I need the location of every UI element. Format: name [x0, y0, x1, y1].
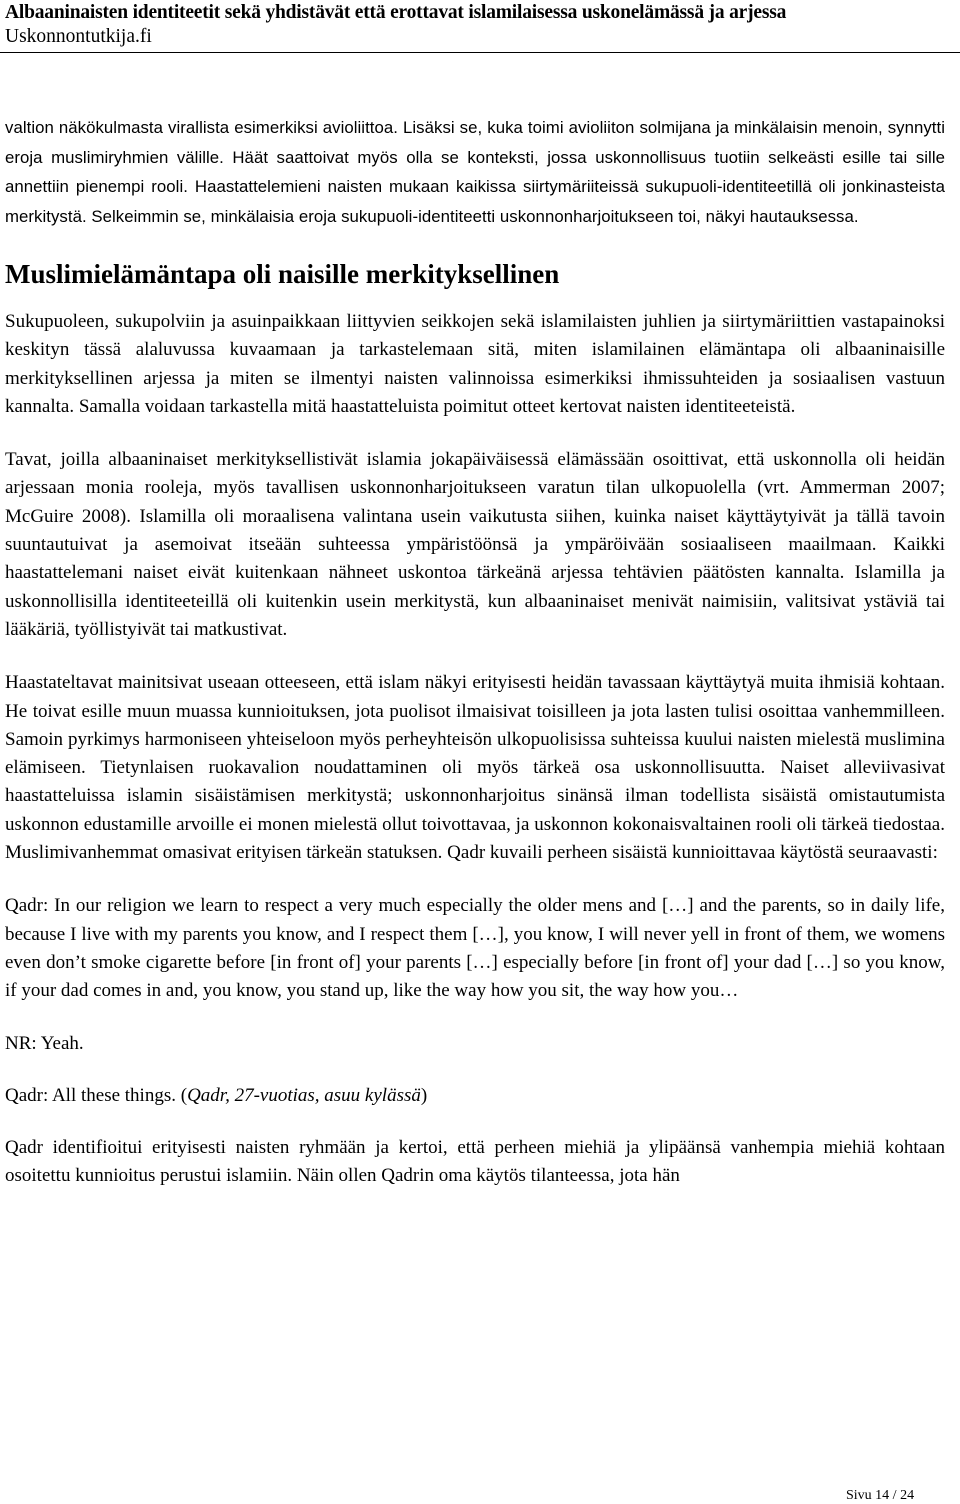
page-number: Sivu 14 / 24	[846, 1488, 915, 1503]
intro-paragraph: valtion näkökulmasta virallista esimerkiksi avioliittoa. Lisäksi se, kuka toimi avioliiton solmijana ja minkälaisin menoin, synnytti eroja muslimiryhmien välille. Häät saattoivat myös olla se konteksti, jossa uskonnollisuus tuotiin selkeästi esille tai sille annettiin pienempi rooli. Haastattelemieni naisten mukaan kaikissa siirtymäriiteissä sukupuoli-identiteetillä oli jonkinasteista merkitystä. Selkeimmin se, minkälaisia eroja sukupuoli-identiteetti uskonnonharjoitukseen toi, näkyi hautauksessa.	[5, 118, 945, 226]
site-name: Uskonnontutkija.fi	[5, 26, 152, 47]
paragraph-2: Tavat, joilla albaaninaiset merkityksellistivät islamia jokapäiväisessä elämässään osoittivat, että uskonnolla oli heidän arjessaan monia rooleja, myös tavallisen uskonnonharjoitukseen varatun tilan ulkopuolella (vrt. Ammerman 2007; McGuire 2008). Islamilla oli moraalisena valintana usein vaikutusta siihen, kuinka naiset käyttäytyivät ja tällä tavoin suuntautuivat ja asemoivat itseään suhteessa ympäristöönsä ja ympäröivään sosiaaliseen maailmaan. Kaikki haastattelemani naiset eivät kuitenkaan nähneet uskontoa tärkeänä arjessa tehtävien päätösten kannalta. Islamilla ja uskonnollisilla identiteeteillä oli kuitenkin usein merkitystä, kun albaaninaiset menivät naimisiin, valitsivat ystäviä tai lääkäriä, työllistyivät tai matkustivat.	[5, 449, 945, 640]
interview-quote-3	[5, 1082, 945, 1110]
interview-quote-2: NR: Yeah.	[5, 1032, 84, 1054]
paragraph-3: Haastateltavat mainitsivat useaan otteeseen, että islam näkyi erityisesti heidän tavassaan käyttäytyä muita ihmisiä kohtaan. He toivat esille muun muassa kunnioituksen, jota puolisot ilmaisivat toisilleen ja jota lasten tulisi osoittaa vanhemmilleen. Samoin pyrkimys harmoniseen yhteiseloon myös perheyhteisön ulkopuolisissa suhteissa kuului naisten mielestä muslimina elämiseen. Tietynlaisen ruokavalion noudattaminen oli myös tärkeä osa uskonnollisuutta. Naiset alleviivasivat haastatteluissa islamin sisäistämisen merkitystä; uskonnonharjoitus sinänsä ilman todellista sisäistä omistautumista uskonnon edustamille arvoille ei monen mielestä ollut toivottavaa, ja uskonnon kokonaisvaltainen rooli oli tärkeä tiedostaa. Muslimivanhemmat omasivat erityisen tärkeän statuksen. Qadr kuvaili perheen sisäistä kunnioittavaa käytöstä seuraavasti:	[5, 672, 945, 864]
quote-3-end: )	[420, 1084, 428, 1106]
document-title: Albaaninaisten identiteetit sekä yhdistävät että erottavat islamilaisessa uskonelämässä ja arjessa	[5, 2, 787, 23]
quote-3-text: Qadr: All these things. (	[5, 1084, 188, 1106]
section-heading: Muslimielämäntapa oli naisille merkityksellinen	[5, 259, 560, 289]
article-body	[5, 113, 945, 1191]
page-header	[5, 0, 955, 48]
paragraph-1: Sukupuoleen, sukupolviin ja asuinpaikkaan liittyvien seikkojen sekä islamilaisten juhlien ja siirtymäriittien vastapainoksi keskityn tässä alaluvussa kuvaamaan ja tarkastelemaan sitä, miten islamilainen elämäntapa oli albaaninaisille merkityksellinen arjessa ja miten se ilmentyi naisten valinnoissa esimerkiksi ihmissuhteiden ja sosiaalisen vastuun kannalta. Samalla voidaan tarkastella mitä haastatteluista poimitut otteet kertovat naisten identiteeteistä.	[5, 311, 945, 417]
interview-quote-1: Qadr: In our religion we learn to respect a very much especially the older mens and […] and the parents, so in daily life, because I live with my parents you know, and I respect them […], you know, I will never yell in front of them, we womens even don’t smoke cigarette before [in front of] your parents […] especially before [in front of] your dad […] so you know, if your dad comes in and, you know, you stand up, like the way how you sit, the way how you…	[5, 895, 945, 1002]
header-divider	[0, 52, 960, 53]
paragraph-4: Qadr identifioitui erityisesti naisten ryhmään ja kertoi, että perheen miehiä ja ylipäänsä vanhempia miehiä kohtaan osoitettu kunnioitus perustui islamiin. Näin ollen Qadrin oma käytös tilanteessa, jota hän	[5, 1137, 945, 1187]
quote-3-source: Qadr, 27-vuotias, asuu kylässä	[187, 1084, 421, 1106]
